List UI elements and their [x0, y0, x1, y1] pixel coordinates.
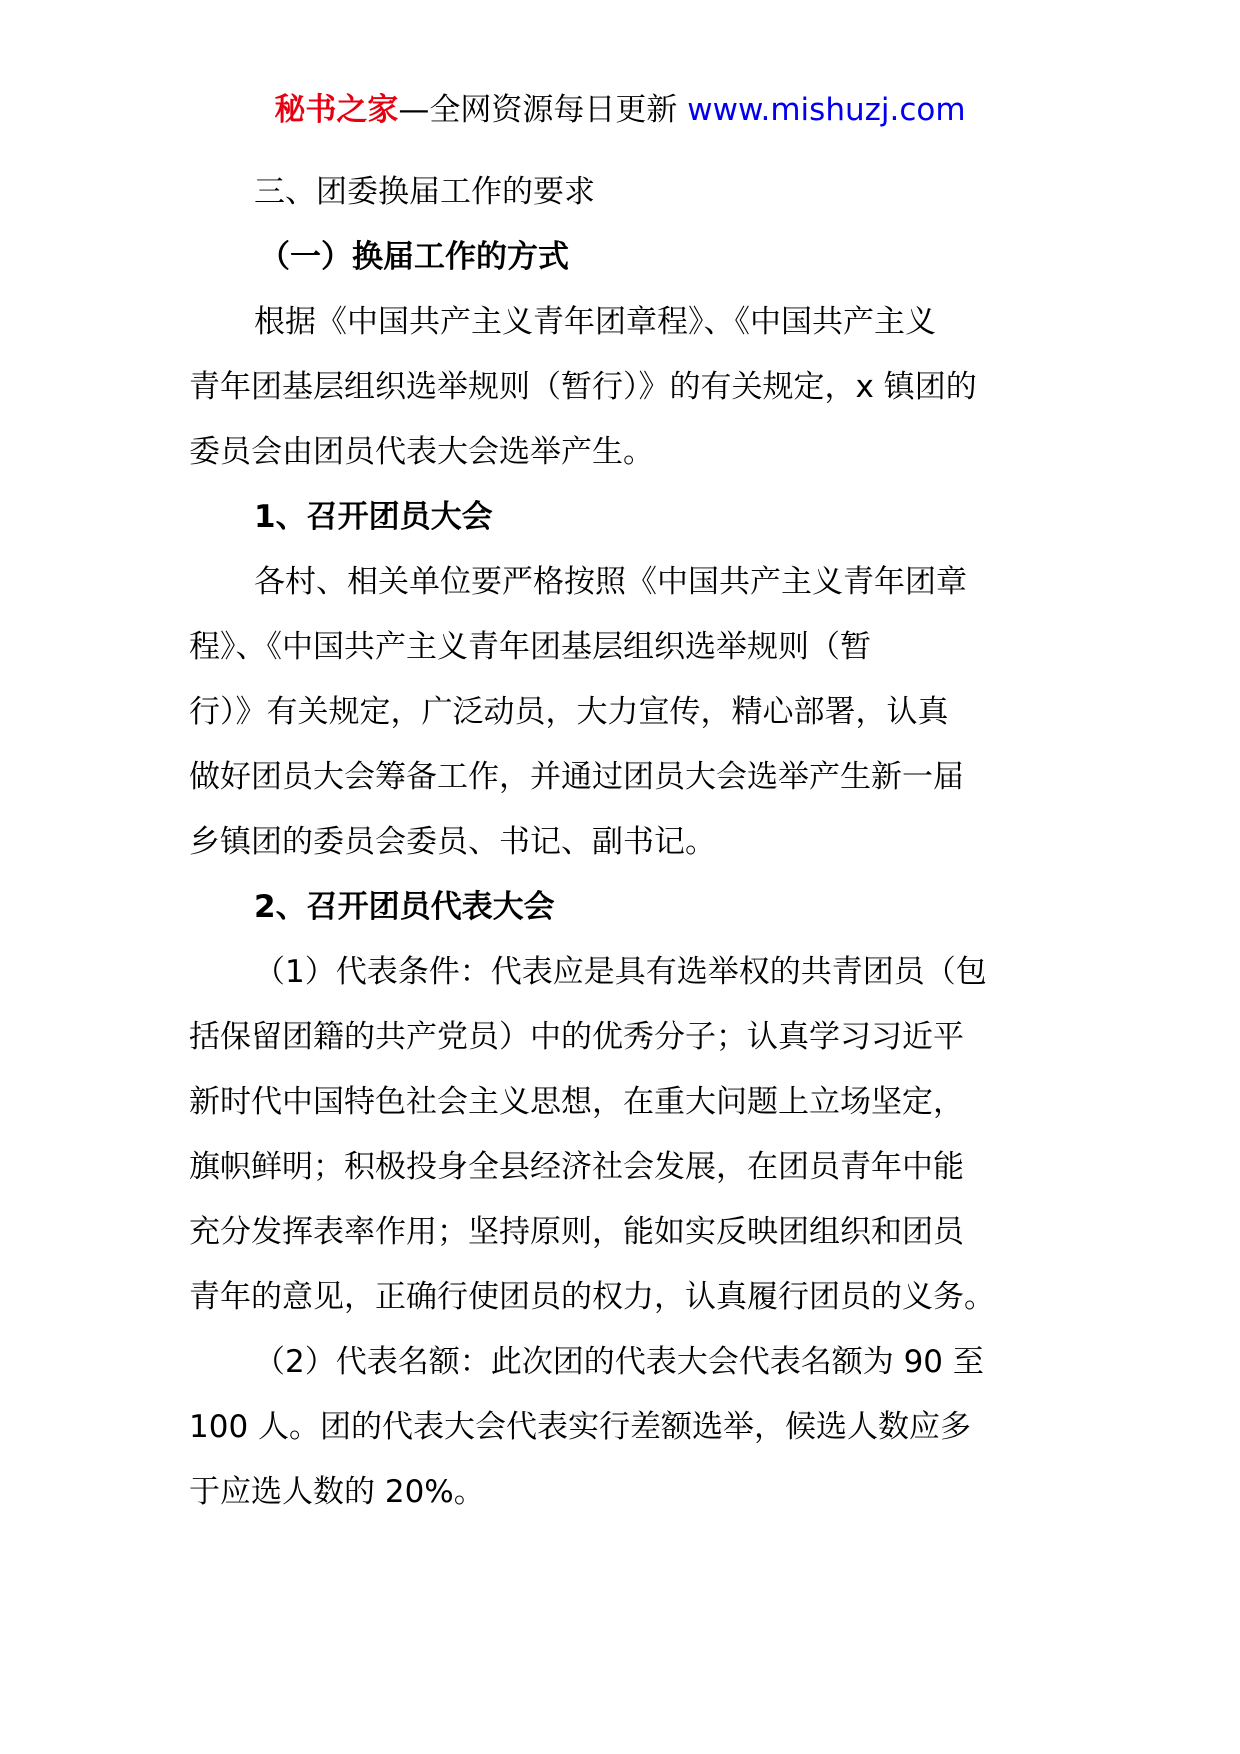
site-url-link[interactable]: www.mishuzj.com	[687, 92, 966, 128]
subsection-heading-1: （一）换届工作的方式	[259, 239, 569, 275]
paragraph-line: 旗帜鲜明；积极投身全县经济社会发展，在团员青年中能	[189, 1149, 964, 1185]
document-body	[189, 160, 1059, 1525]
paragraph-line: 根据《中国共产主义青年团章程》、《中国共产主义	[254, 304, 936, 340]
header-tagline: —全网资源每日更新	[398, 92, 678, 128]
section-heading: 三、团委换届工作的要求	[254, 174, 595, 210]
paragraph-line: 乡镇团的委员会委员、书记、副书记。	[189, 824, 716, 860]
paragraph-line: 充分发挥表率作用；坚持原则，能如实反映团组织和团员	[189, 1214, 964, 1250]
paragraph-line: 程》、《中国共产主义青年团基层组织选举规则（暂	[189, 629, 871, 665]
paragraph-line: 青年团基层组织选举规则（暂行）》的有关规定，x 镇团的	[189, 369, 977, 405]
paragraph-line: 括保留团籍的共产党员）中的优秀分子；认真学习习近平	[189, 1019, 964, 1055]
paragraph-line: 各村、相关单位要严格按照《中国共产主义青年团章	[254, 564, 967, 600]
paragraph-line: 青年的意见，正确行使团员的权力，认真履行团员的义务。	[189, 1279, 995, 1315]
paragraph-line: 新时代中国特色社会主义思想，在重大问题上立场坚定，	[189, 1084, 964, 1120]
paragraph-line: 委员会由团员代表大会选举产生。	[189, 434, 654, 470]
paragraph-line: 于应选人数的 20%。	[189, 1474, 485, 1510]
item-heading-2: 2、召开团员代表大会	[254, 889, 555, 925]
paragraph-line: 做好团员大会筹备工作，并通过团员大会选举产生新一届	[189, 759, 964, 795]
paragraph-line: 100 人。团的代表大会代表实行差额选举，候选人数应多	[189, 1409, 972, 1445]
site-header	[0, 86, 1240, 134]
brand-name: 秘书之家	[274, 92, 399, 128]
paragraph-line: 行）》有关规定，广泛动员，大力宣传，精心部署，认真	[189, 694, 949, 730]
item-heading-1: 1、召开团员大会	[254, 499, 493, 535]
paragraph-line: （1）代表条件：代表应是具有选举权的共青团员（包	[254, 954, 987, 990]
paragraph-line: （2）代表名额：此次团的代表大会代表名额为 90 至	[254, 1344, 984, 1380]
